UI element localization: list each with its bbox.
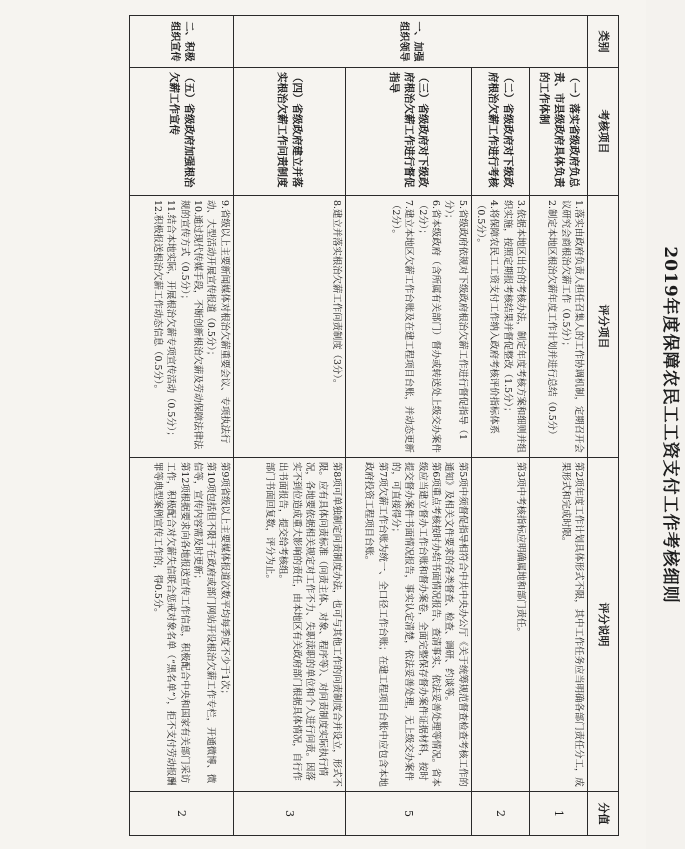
desc-cell: [345, 458, 471, 792]
score-cell: 2: [471, 792, 529, 836]
content-cell: [530, 196, 588, 458]
content-line: 3.依据本地区出台的考核办法，制定年度考核方案和细则并组织实施，按照定期报考核结果并督促整改（1.5分）；: [501, 200, 526, 453]
category-cell: 一、加强组织领导: [233, 16, 587, 68]
item-cell: （一）落实省级政府负总责、市县级政府具体负责的工作体制: [530, 68, 588, 196]
score-cell: 1: [530, 792, 588, 836]
content-cell: [345, 196, 471, 458]
score-cell: 5: [345, 792, 471, 836]
content-line: 5.省级政府依规对下级政府根治欠薪工作进行督促指导（1分）；: [443, 200, 468, 440]
content-line: 8.建立并落实根治欠薪工作问责制度（3分）。: [330, 200, 342, 389]
desc-line: 第3项中考核指标应明确属地和部门责任。: [515, 462, 526, 637]
desc-cell: [530, 458, 588, 792]
header-content: 评分项目: [588, 196, 619, 458]
header-score: 分值: [588, 792, 619, 836]
content-line: 9.省级以上主要新闻媒体对根治欠薪重要会议、专项执法行动、大型活动开展宣传报道（0.5分）；: [205, 200, 230, 444]
item-cell: （五）省级政府加强根治欠薪工作宣传: [129, 68, 233, 196]
item-cell: （二）省级政府对下级政府根治欠薪工作进行考核: [471, 68, 529, 196]
desc-line: 第12项根据要求向各地报送宣传工作信息，积极配合中央和国家有关部门采访工作，积极配合对欠薪失信联合惩戒对象名单（“黑名单”），拒不支付劳动报酬罪等典型案例宣传工作的，得0.5分。: [151, 462, 190, 786]
desc-line: 第6项重点考核按时办结书面情况报告、查清事实、依法妥善处理等情况。省本级应当建立督办工作台账和督办案卷，全面完整保存督办案件证据材料，按时提交督办案件书面情况报告，事实认定清楚，依法妥善处理，无上级交办案件的，可直接得分；: [389, 462, 441, 787]
table-row: [345, 16, 471, 836]
rotated-document: [59, 15, 680, 835]
assessment-table: [129, 15, 619, 836]
item-cell: （四）省级政府建立并落实根治欠薪工作问责制度: [233, 68, 345, 196]
content-line: 4.将保障农民工工资支付工作纳入政府考核评价指标体系（0.5分）。: [474, 200, 500, 434]
content-line: 2.制定本地区根治欠薪年度工作计划并进行总结（0.5分）: [546, 200, 558, 440]
desc-line: 第10项包括但不限于在政府或部门网站开设根治欠薪工作专栏，开通微博、微信等，宣传内容需及时更新；: [191, 462, 217, 784]
content-line: 12.积极报送根治欠薪工作动态信息（0.5分）。: [151, 200, 163, 394]
desc-line: 第7项欠薪工作台账为统一、全口径工作台账；在建工程项目台账中应包含本地政府投资工程项目台账。: [363, 462, 388, 787]
desc-cell: [471, 458, 529, 792]
table-header-row: [588, 16, 619, 836]
desc-cell: [129, 458, 233, 792]
content-cell: [129, 196, 233, 458]
content-line: 1.落实由政府负责人担任召集人的工作协调机制，定期召开会议研究会商根治欠薪工作（0.5分）；: [559, 200, 584, 453]
desc-cell: [233, 458, 345, 792]
desc-line: 第9项省级以上主要媒体报道次数平均每季度不少于1次；: [218, 462, 230, 699]
desc-line: 部门书面回复数，评分为止。: [263, 462, 275, 584]
content-line: 11.结合本地实际，开展根治欠薪专项宣传活动（0.5分）；: [165, 200, 177, 441]
header-item: 考核项目: [588, 68, 619, 196]
document-title: 2019年度保障农民工工资支付工作考核细则: [660, 246, 680, 604]
desc-line: 第8项可单独制定问责制度办法，也可与其他工作的问责制度合并设立，形式不限。应有具体问责标准（问责主体、对象、程序等）、对问责制度实际执行情况，各地要依据相关规定对工作不力、失职渎职的单位和个人进行问责。因落实不到位造成重大影响的责任，由本地区有关政府部门根据具体情况，自行作出书面报告，提交给考核组。: [277, 462, 342, 787]
table-row: [233, 16, 345, 836]
header-desc: 评分说明: [588, 458, 619, 792]
score-cell: 2: [129, 792, 233, 836]
content-line: 6.省本级政府（含所属有关部门）督办或转送处上级交办案件（2分）；: [416, 200, 441, 453]
table-row: [129, 16, 233, 836]
desc-line: 第2项年度工作计划具体形式不限，其中工作任务应当明确各部门责任分工，成果形式和完成时限。: [559, 462, 584, 787]
content-cell: [471, 196, 529, 458]
desc-line: 第5项中须督促指导相符合中共中央办公厅《关于统筹规范督查检查考核工作的通知》及相关文件要求的各类督查、检查、调研、约谈等。: [443, 462, 468, 787]
category-cell: 二、积极组织宣传: [129, 16, 233, 68]
content-cell: [233, 196, 345, 458]
score-cell: 3: [233, 792, 345, 836]
table-row: [471, 16, 529, 836]
table-row: [530, 16, 588, 836]
item-cell: （三）省级政府对下级政府根治欠薪工作进行督促指导: [345, 68, 471, 196]
header-category: 类别: [588, 16, 619, 68]
content-line: 7.建立本地区欠薪工作台账及在建工程项目台账，并动态更新（2分）。: [389, 200, 415, 453]
content-line: 10.通过现代传媒手段，不断创新根治欠薪及劳动保障法律法规的宣传方式（0.5分）；: [178, 200, 203, 450]
